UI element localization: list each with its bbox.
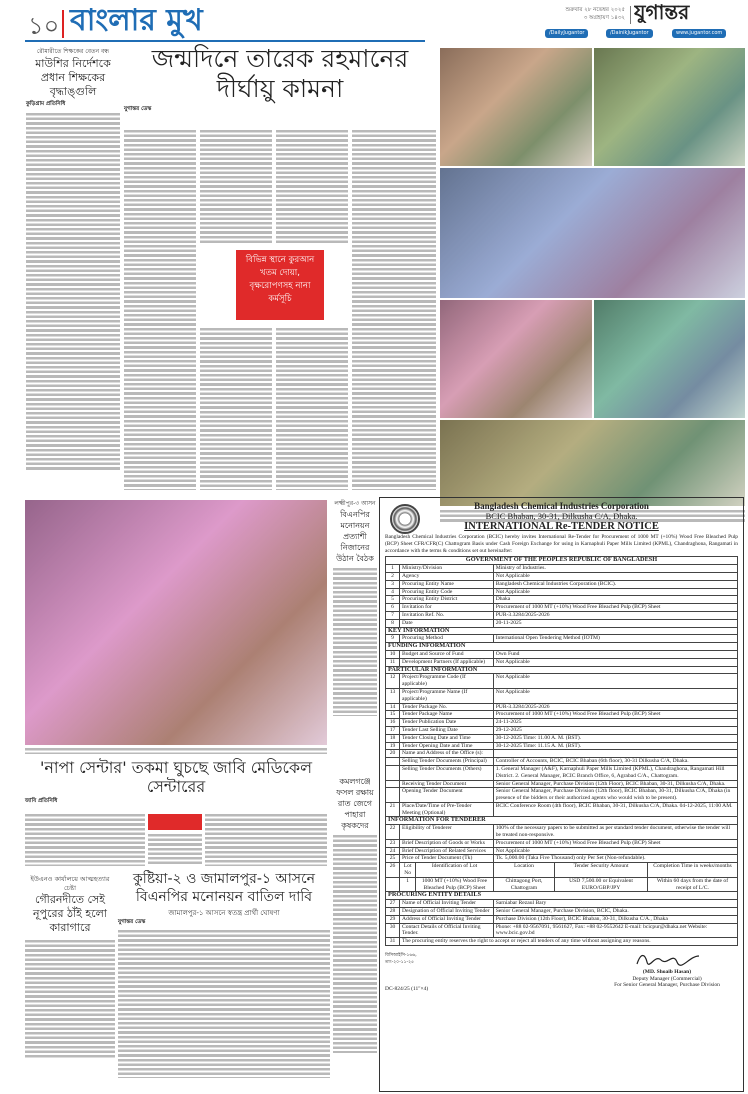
- row-number: 17: [386, 726, 400, 734]
- row-value: 29-12-2025: [493, 726, 737, 734]
- row-label: Project/Programme Code (If applicable): [400, 674, 494, 689]
- row-number: 18: [386, 734, 400, 742]
- table-row: [386, 750, 738, 758]
- row-number: 8: [386, 619, 400, 627]
- lot-cell: 1000 MT (+10%) Wood Free Bleached Pulp (BCP) Sheet: [416, 877, 493, 892]
- table-row: [386, 627, 738, 635]
- row-label: Contact Details of Official Inviting Tender.: [400, 923, 494, 938]
- website-link[interactable]: www.jugantor.com: [672, 29, 726, 38]
- lot-header-row: [386, 863, 738, 878]
- table-row: [386, 596, 738, 604]
- article-body: [26, 111, 120, 471]
- row-number: 28: [386, 908, 400, 916]
- row-value: BCIC Conference Room (4th floor), BCIC Bhaban, 30-31, Dilkusha C/A, Dhaka. 04-12-2025, 11:00 AM.: [493, 802, 737, 817]
- lot-header-cell: 26: [386, 863, 400, 878]
- table-row: [386, 802, 738, 817]
- row-value: Senior General Manager, Purchase Division (12th Floor), BCIC Bhaban, 30-31, Dilkusha C/A, Dhaka.: [493, 780, 737, 788]
- row-value: Procurement of 1000 MT (+10%) Wood Free Bleached Pulp (BCP) Sheet: [493, 711, 737, 719]
- row-value: Not Applicable: [493, 847, 737, 855]
- row-value: Tk. 5,000.00 (Taka Five Thousand) only Per Set (Non-refundable).: [493, 855, 737, 863]
- table-row: [386, 817, 738, 825]
- table-header-row: [386, 557, 738, 565]
- article-body: [148, 832, 202, 866]
- row-text: The procuring entity reserves the right to accept or reject all tenders of any time without assigning any reasons.: [400, 938, 738, 946]
- article-body: [276, 128, 348, 244]
- row-label: Tender Package Name: [400, 711, 494, 719]
- article-body: [124, 128, 196, 490]
- table-row: [386, 711, 738, 719]
- row-number: [386, 765, 400, 780]
- kicker: ইউএনও কার্যালয়ে আত্মহত্যার চেষ্টা: [30, 875, 110, 892]
- row-label: Price of Tender Document (Tk): [400, 855, 494, 863]
- row-number: 31: [386, 938, 400, 946]
- row-number: 6: [386, 604, 400, 612]
- lot-cell: Chittagong Port, Chattogram: [493, 877, 554, 892]
- table-row: [386, 825, 738, 840]
- row-label: Tender Opening Date and Time: [400, 742, 494, 750]
- table-row: [386, 674, 738, 689]
- kicker: রৌমারীতে শিক্ষকের বেতন বন্ধ: [36, 48, 110, 55]
- header-rule: [25, 40, 425, 42]
- lot-cell: [386, 877, 400, 892]
- headline: গৌরনদীতে সেই নূপুরের ঠাঁই হলো কারাগারে: [33, 893, 107, 934]
- row-number: [386, 758, 400, 766]
- row-number: 7: [386, 611, 400, 619]
- row-value: Senior General Manager, Purchase Division (12th floor), BCIC Bhaban, 30-31, Dilkusha C/A, Dhaka (in presence of the bidders or their authorized agents who would wish to be present).: [493, 788, 737, 803]
- row-label: Tender Last Selling Date: [400, 726, 494, 734]
- tender-title: INTERNATIONAL Re-TENDER NOTICE: [464, 521, 659, 532]
- byline: যুগান্তর ডেস্ক: [124, 106, 152, 112]
- article-body: [200, 128, 272, 244]
- row-label: Selling Tender Documents (Others): [400, 765, 494, 780]
- row-value: Senior General Manager, Purchase Division, BCIC, Dhaka.: [493, 908, 737, 916]
- article-body: [276, 326, 348, 490]
- row-number: 11: [386, 658, 400, 666]
- lot-cell: 1: [400, 877, 416, 892]
- row-value: Not Applicable: [493, 674, 737, 689]
- callout-box: বিভিন্ন স্থানে কুরআন খতম দোয়া, বৃক্ষরোপণসহ নানা কর্মসূচি: [236, 250, 324, 320]
- row-value: Not Applicable: [493, 658, 737, 666]
- row-number: 16: [386, 719, 400, 727]
- dc-code: DC-824/25 (11"×4): [385, 986, 429, 993]
- photo-caption: [25, 746, 327, 754]
- table-row: [386, 565, 738, 573]
- row-number: 1: [386, 565, 400, 573]
- story-lakshmipur: [333, 498, 377, 716]
- byline: জাবি প্রতিনিধি: [25, 798, 58, 804]
- table-row: [386, 855, 738, 863]
- row-value: 100% of the necessary papers to be submitted as per standard tender document, otherwise the tender will be treated non-responsive.: [493, 825, 737, 840]
- row-label: Name and Address of the Office (s):: [400, 750, 494, 758]
- lot-header-cell: Identification of Lot: [416, 863, 493, 878]
- table-row: [386, 658, 738, 666]
- article-body: [200, 326, 272, 490]
- rally-photo: [25, 500, 327, 745]
- table-row: [386, 619, 738, 627]
- row-label: Procuring Method: [400, 635, 494, 643]
- date-gregorian: শুক্রবার ২৮ নভেম্বর ২০২৫: [565, 7, 625, 13]
- section-heading: INFORMATION FOR TENDERER: [386, 817, 738, 825]
- byline: যুগান্তর ডেস্ক: [118, 919, 146, 925]
- section-title: বাংলার মুখ: [70, 3, 203, 38]
- lot-header-cell: Location: [493, 863, 554, 878]
- row-value: PUR-3.3284/2025-2026: [493, 611, 737, 619]
- story-left-top: [26, 46, 120, 471]
- row-value: 1. General Manager (A&F), Karnaphuli Paper Mills Limited (KPML), Chandraghona, Rangamati Hill District. 2. General Manager, BCIC Branch Office, 6, Agrabad C/A., Chattogram.: [493, 765, 737, 780]
- table-row: [386, 892, 738, 900]
- headline: বিএনপির মনোনয়ন প্রত্যাশী নিজানের উঠান বৈঠক: [336, 510, 374, 563]
- ref-date: তাং-২০-১১-২৫: [385, 960, 415, 966]
- row-label: Development Partners (If applicable): [400, 658, 494, 666]
- table-row: [386, 915, 738, 923]
- table-row: [386, 688, 738, 703]
- row-label: Invitation Ref. No.: [400, 611, 494, 619]
- row-number: 19: [386, 742, 400, 750]
- row-label: Opening Tender Document: [400, 788, 494, 803]
- story-gournadi: [25, 875, 115, 1058]
- main-story-head: [124, 44, 436, 114]
- row-number: 23: [386, 839, 400, 847]
- row-value: Phone: +88 02-9567091, 9561627, Fax: +88 02-9552642 E-mail: bcicpur@dhaka.net Website: www.bcic.gov.bd: [493, 923, 737, 938]
- table-row: [386, 923, 738, 938]
- table-row: [386, 588, 738, 596]
- row-value: Bangladesh Chemical Industries Corporation (BCIC).: [493, 580, 737, 588]
- newspaper-logo: যুগান্তর: [634, 1, 690, 23]
- row-label: Brief Description of Goods or Works: [400, 839, 494, 847]
- table-row: [386, 839, 738, 847]
- table-row: [386, 847, 738, 855]
- row-label: Project/Programme Name (If applicable): [400, 688, 494, 703]
- table-row: [386, 611, 738, 619]
- row-number: 22: [386, 825, 400, 840]
- row-label: Date: [400, 619, 494, 627]
- signature: [633, 950, 703, 968]
- table-row: [386, 643, 738, 651]
- gov-header: GOVERNMENT OF THE PEOPLES REPUBLIC OF BANGLADESH: [386, 557, 738, 565]
- table-row: [386, 908, 738, 916]
- row-number: 15: [386, 711, 400, 719]
- article-body: [205, 812, 327, 866]
- signer-name: (MD. Shoaib Hasan): [642, 969, 692, 976]
- row-label: Name of Official Inviting Tender: [400, 900, 494, 908]
- photo: [440, 420, 745, 506]
- row-value: PUR-3.3284/2025-2026: [493, 703, 737, 711]
- tender-table: [385, 556, 738, 946]
- kicker: লক্ষ্মীপুর-৩ আসন: [334, 500, 376, 507]
- row-value: Controller of Accounts, BCIC, BCIC Bhaban (6th floor), 30-31 Dilkusha C/A, Dhaka.: [493, 758, 737, 766]
- row-number: 13: [386, 688, 400, 703]
- row-label: Ministry/Division: [400, 565, 494, 573]
- row-label: Invitation for: [400, 604, 494, 612]
- section-heading: PROCURING ENTITY DETAILS: [386, 892, 738, 900]
- table-row: [386, 580, 738, 588]
- article-body: [333, 833, 377, 1053]
- section-heading: PARTICULAR INFORMATION: [386, 666, 738, 674]
- divider: [62, 10, 64, 38]
- row-label: Tender Publication Date: [400, 719, 494, 727]
- divider: [630, 6, 631, 24]
- twitter-link[interactable]: /DailyJugantor: [545, 29, 588, 38]
- row-label: Budget and Source of Fund: [400, 650, 494, 658]
- row-value: 24-11-2025: [493, 719, 737, 727]
- signer-block: [602, 969, 732, 989]
- row-label: Tender Closing Date and Time: [400, 734, 494, 742]
- row-number: 2: [386, 572, 400, 580]
- table-row: [386, 780, 738, 788]
- row-label: Procuring Entity Code: [400, 588, 494, 596]
- table-row: [386, 666, 738, 674]
- article-body: [352, 128, 436, 490]
- lot-cell: USD 7,500.00 or Equivalent EURO/GBP/JPY: [555, 877, 648, 892]
- table-row: [386, 765, 738, 780]
- row-number: 3: [386, 580, 400, 588]
- row-label: Procuring Entity District: [400, 596, 494, 604]
- row-value: Procurement of 1000 MT (+10%) Wood Free Bleached Pulp (BCP) Sheet: [493, 604, 737, 612]
- napa-headline: 'নাপা সেন্টার' তকমা ঘুচছে জাবি মেডিকেল সেন্টারের: [39, 758, 313, 796]
- row-value: International Open Tendering Method (IOTM): [493, 635, 737, 643]
- main-headline: জন্মদিনে তারেক রহমানের দীর্ঘায়ু কামনা: [151, 44, 409, 103]
- article-body: [118, 928, 330, 1078]
- signer-title: Deputy Manager (Commercial): [632, 975, 702, 982]
- tender-notice: [379, 497, 744, 1092]
- story-kushtia: [118, 870, 330, 1078]
- lot-header-cell: Tender Security Amount: [555, 863, 648, 878]
- photo-collage: [440, 48, 745, 518]
- photo: [440, 168, 745, 298]
- row-label: Selling Tender Documents (Principal): [400, 758, 494, 766]
- lot-header-cell: Lot No: [400, 863, 416, 878]
- table-row: [386, 650, 738, 658]
- row-label: Eligibility of Tenderer: [400, 825, 494, 840]
- row-label: Place/Date/Time of Pre-Tender Meeting (Optional): [400, 802, 494, 817]
- row-label: Brief Description of Related Services: [400, 847, 494, 855]
- ref-number: বিসিআইসি-১৬৬,: [385, 953, 417, 959]
- row-label: Tender Package No.: [400, 703, 494, 711]
- row-number: 5: [386, 596, 400, 604]
- photo: [594, 300, 745, 418]
- row-number: 24: [386, 847, 400, 855]
- table-row: [386, 900, 738, 908]
- row-label: Procuring Entity Name: [400, 580, 494, 588]
- row-number: 10: [386, 650, 400, 658]
- headline: মাউশির নির্দেশকে প্রধান শিক্ষকের বৃদ্ধাঙ্গুলি: [35, 57, 111, 98]
- table-row: [386, 719, 738, 727]
- signer-for: For Senior General Manager, Purchase Division: [614, 982, 720, 989]
- row-number: [386, 788, 400, 803]
- page-number: ১০: [28, 12, 60, 40]
- photo: [440, 300, 592, 418]
- article-body: [25, 938, 115, 1058]
- tender-footer: [385, 946, 738, 1006]
- lot-cell: Within 60 days from the date of receipt of L/C.: [647, 877, 737, 892]
- row-value: [493, 750, 737, 758]
- row-label: Agency: [400, 572, 494, 580]
- lot-header-cell: Completion Time in weeks/months: [647, 863, 737, 878]
- article-body: [333, 566, 377, 716]
- subhead: জামালপুর-১ আসনে স্বতন্ত্র প্রার্থী ঘোষণা: [168, 909, 280, 917]
- section-heading: FUNDING INFORMATION: [386, 643, 738, 651]
- date-bangla: ৩ অগ্রহায়ণ ১৪৩২: [583, 15, 625, 21]
- row-value: Own Fund: [493, 650, 737, 658]
- table-row: [386, 758, 738, 766]
- row-label: Receiving Tender Document: [400, 780, 494, 788]
- row-value: Ministry of Industries.: [493, 565, 737, 573]
- row-label: Address of Official Inviting Tender: [400, 915, 494, 923]
- row-value: Not Applicable: [493, 572, 737, 580]
- row-value: Purchase Division (12th Floor), BCIC Bhaban, 30-31, Dilkusha C/A., Dhaka: [493, 915, 737, 923]
- article-body: [25, 812, 145, 866]
- byline: কুড়িগ্রাম প্রতিনিধি: [26, 101, 66, 107]
- row-value: Dhaka: [493, 596, 737, 604]
- row-number: 14: [386, 703, 400, 711]
- tender-address: BCIC Bhaban, 30-31, Dilkusha C/A, Dhaka.: [485, 511, 638, 521]
- row-number: 20: [386, 750, 400, 758]
- row-label: Designation of Official Inviting Tender: [400, 908, 494, 916]
- table-row: [386, 742, 738, 750]
- row-value: 30-12-2025 Time: 11.15 A. M. (BST).: [493, 742, 737, 750]
- row-number: 12: [386, 674, 400, 689]
- row-number: [386, 780, 400, 788]
- tender-org: Bangladesh Chemical Industries Corporation: [474, 501, 649, 511]
- table-row: [386, 734, 738, 742]
- row-number: 25: [386, 855, 400, 863]
- headline: কমলগঞ্জে ফসল রক্ষায় রাত জেগে পাহারা কৃষকদের: [336, 777, 374, 830]
- row-number: 29: [386, 915, 400, 923]
- section-heading: KEY INFORMATION: [386, 627, 738, 635]
- tender-intro: Bangladesh Chemical Industries Corporation (BCIC) hereby invites International Re-Tender for Procurement of 1000 MT (+10%) Wood Free Bleached Pulp (BCP) Sheet CFR/CFR(C) Chattogram Basis under Cash Foreign Exchange for using in Karnaphuli Paper Mills Limited (KPML), Chandraghona, Rangamati in accordance with the terms & conditions set out hereinafter:: [385, 534, 738, 554]
- photo: [440, 48, 592, 166]
- row-number: 9: [386, 635, 400, 643]
- row-value: 20-11-2025: [493, 619, 737, 627]
- row-number: 27: [386, 900, 400, 908]
- row-number: 4: [386, 588, 400, 596]
- table-row: [386, 703, 738, 711]
- date: [545, 6, 625, 22]
- row-value: Procurement of 1000 MT (+10%) Wood Free Bleached Pulp (BCP) Sheet: [493, 839, 737, 847]
- table-row: [386, 604, 738, 612]
- bcic-logo-icon: [390, 504, 420, 534]
- story-kamalganj: [333, 776, 377, 1053]
- row-value: Not Applicable: [493, 588, 737, 596]
- lot-row: [386, 877, 738, 892]
- table-row: [386, 788, 738, 803]
- row-value: Sarniabar Rezaul Bary: [493, 900, 737, 908]
- row-number: 21: [386, 802, 400, 817]
- facebook-link[interactable]: /DainikJugantor: [606, 29, 653, 38]
- table-row: [386, 938, 738, 946]
- row-number: 30: [386, 923, 400, 938]
- table-row: [386, 572, 738, 580]
- row-value: 30-12-2025 Time: 11.00 A. M. (BST).: [493, 734, 737, 742]
- photo: [594, 48, 745, 166]
- story-napa: [25, 758, 327, 806]
- ad-box: [148, 814, 202, 830]
- row-value: Not Applicable: [493, 688, 737, 703]
- headline: কুষ্টিয়া-২ ও জামালপুর-১ আসনে বিএনপির মনোনয়ন বাতিল দাবি: [132, 871, 316, 905]
- table-row: [386, 726, 738, 734]
